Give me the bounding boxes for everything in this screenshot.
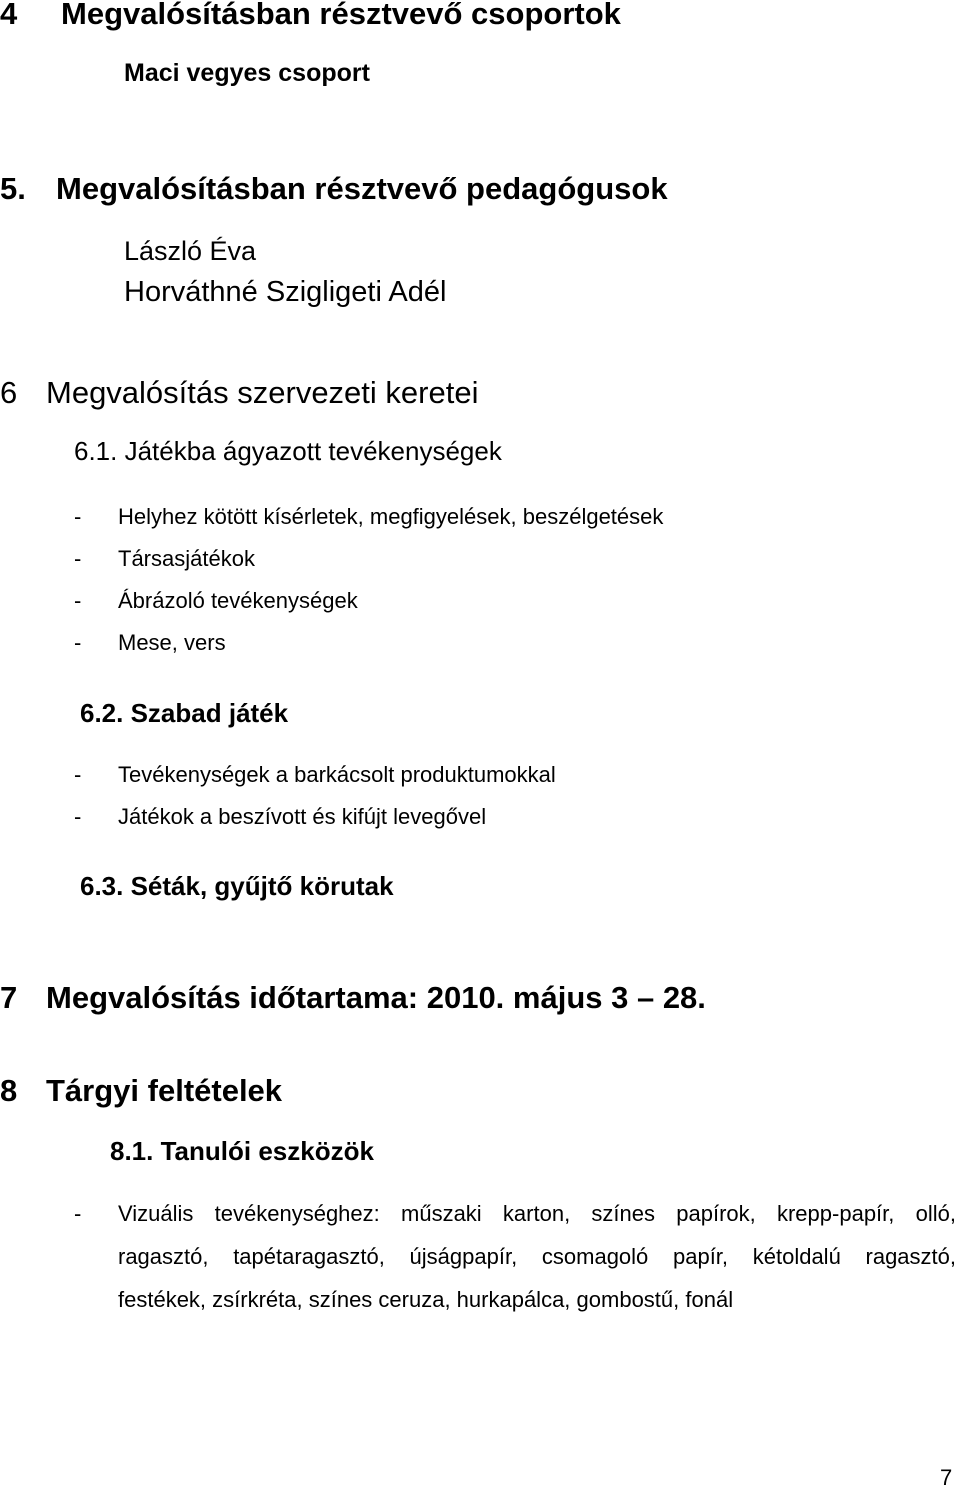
list-item: [0, 804, 960, 832]
list-dash: -: [74, 804, 82, 829]
heading-text: Megvalósításban résztvevő csoportok: [61, 0, 621, 31]
heading-text: Megvalósítás időtartama: 2010. május 3 – 28.: [46, 980, 706, 1015]
list-item-line: festékek, zsírkréta, színes ceruza, hurkapálca, gombostű, fonál: [118, 1287, 734, 1312]
list-item: [0, 546, 960, 574]
group-name: Maci vegyes csoport: [124, 59, 370, 87]
heading-number: 7: [0, 980, 18, 1015]
teacher-name: Horváthné Szigligeti Adél: [124, 276, 447, 308]
subheading-6-1: 6.1. Játékba ágyazott tevékenységek: [74, 436, 502, 466]
heading-text: Megvalósítás szervezeti keretei: [46, 375, 479, 410]
list-item: [0, 762, 960, 790]
subheading-8-1: 8.1. Tanulói eszközök: [110, 1136, 374, 1166]
list-item-text: Mese, vers: [118, 630, 226, 655]
list-item-text: Tevékenységek a barkácsolt produktumokkal: [118, 762, 556, 787]
list-dash: -: [74, 588, 82, 613]
list-dash: -: [74, 762, 82, 787]
heading-section-5: [0, 171, 668, 207]
heading-number: 6: [0, 375, 18, 410]
heading-number: 4: [0, 0, 18, 31]
list-dash: -: [74, 1201, 82, 1226]
list-item: [0, 588, 960, 616]
list-item-line: ragasztó, tapétaragasztó, újságpapír, csomagoló papír, kétoldalú ragasztó,: [118, 1244, 956, 1269]
list-item: [0, 504, 960, 532]
list-item-text: Ábrázoló tevékenységek: [118, 588, 358, 613]
list-item-line: Vizuális tevékenységhez: műszaki karton, színes papírok, krepp-papír, olló,: [118, 1201, 956, 1226]
subheading-6-2: 6.2. Szabad játék: [80, 698, 289, 728]
list-item-text: Játékok a beszívott és kifújt levegővel: [118, 804, 487, 829]
list-dash: -: [74, 546, 82, 571]
list-dash: -: [74, 630, 82, 655]
heading-section-4: [0, 0, 621, 32]
heading-number: 8: [0, 1073, 18, 1108]
heading-section-8: [0, 1073, 283, 1109]
teacher-name: László Éva: [124, 236, 257, 266]
subheading-6-3: 6.3. Séták, gyűjtő körutak: [80, 871, 394, 901]
heading-section-7: [0, 980, 706, 1016]
heading-text: Tárgyi feltételek: [46, 1073, 283, 1108]
heading-number: 5.: [0, 171, 26, 206]
list-item-text: Helyhez kötött kísérletek, megfigyelések, beszélgetések: [118, 504, 664, 529]
heading-section-6: [0, 375, 479, 411]
list-item-text: Társasjátékok: [118, 546, 255, 571]
heading-text: Megvalósításban résztvevő pedagógusok: [56, 171, 668, 206]
page-number: 7: [940, 1465, 953, 1490]
list-dash: -: [74, 504, 82, 529]
list-item: [0, 630, 960, 658]
